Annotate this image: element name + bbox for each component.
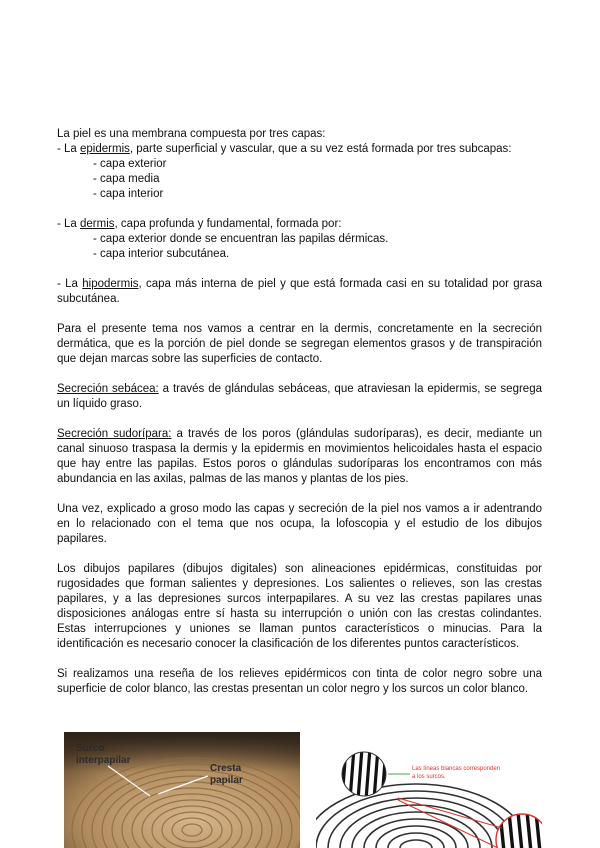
resena-paragraph: Si realizamos una reseña de los relieves epidérmicos con tinta de color negro sobre una superficie de color blanco, las crestas presentan un color negro y los surcos un color blanco. [57, 668, 542, 695]
hipodermis-prefix: - La [57, 278, 83, 290]
sebacea-paragraph [57, 382, 542, 412]
epidermis-item [57, 142, 542, 157]
sudoripara-text: a través de los poros (glándulas sudoríparas), es decir, mediante un canal sinuoso traspasa la dermis y la epidermis en movimientos helicoidales hasta el espacio que hay entre las papilas. Estos poros o glándulas sudoríparas los encontramos con más abundancia en las axilas, palmas de las manos y plantas de los pies. [57, 428, 542, 485]
sebacea-term: Secreción sebácea: [57, 383, 159, 395]
epidermis-text: , parte superficial y vascular, que a su vez está formada por tres subcapas: [129, 143, 512, 155]
label-papilar: papilar [210, 775, 243, 786]
intro-paragraph: La piel es una membrana compuesta por tres capas: [57, 128, 326, 140]
annotation-text: Las líneas blancas corresponden [412, 766, 501, 772]
fingerprint-diagram [316, 748, 542, 848]
lofoscopia-paragraph: Una vez, explicado a groso modo las capas y secreción de la piel nos vamos a ir adentrando en lo relacionado con el tema que nos ocupa, la lofoscopia y el estudio de los dibujos papilares. [57, 503, 542, 545]
hipodermis-text: , capa más interna de piel y que está formada casi en su totalidad por grasa subcutánea. [57, 278, 542, 305]
dermis-paragraph: Para el presente tema nos vamos a centrar en la dermis, concretamente en la secreción dermática, que es la porción de piel donde se segregan elementos grasos y de transpiración que dejan marcas sobre las superficies de contacto. [57, 323, 542, 365]
hipodermis-term: hipodermis [82, 278, 139, 290]
sudoripara-paragraph [57, 427, 542, 487]
dermis-item [57, 217, 542, 232]
epidermis-subitem: - capa media [93, 173, 160, 185]
epidermis-prefix: - La [57, 143, 81, 155]
fingertip-illustration [64, 732, 300, 848]
dermis-text: , capa profunda y fundamental, formada por: [114, 218, 342, 230]
sebacea-text: a través de glándulas sebáceas, que atraviesan la epidermis, se segrega un líquido graso. [57, 383, 542, 410]
label-surco: Surco [76, 743, 105, 754]
fingerprint-illustration [316, 748, 542, 848]
epidermis-subitem: - capa interior [93, 188, 164, 200]
dermis-subitem: - capa interior subcutánea. [93, 248, 230, 260]
sudoripara-term: Secreción sudorípara: [57, 428, 172, 440]
dibujos-paragraph: Los dibujos papilares (dibujos digitales) son alineaciones epidérmicas, constituidas por rugosidades que forman salientes y depresiones. Los salientes o relieves, son las crestas papilares, y a las depresiones surcos interpapilares. A su vez las crestas papilares unas disposiciones análogas entre sí hasta su interrupción o unión con las crestas colindantes. Estas interrupciones y uniones se llaman puntos característicos o minucias. Para la identificación es necesario conocer la clasificación de los diferentes puntos característicos. [57, 563, 542, 650]
dermis-term: dermis [80, 218, 115, 230]
label-cresta: Cresta [210, 763, 242, 774]
dermis-subitem: - capa exterior donde se encuentran las papilas dérmicas. [93, 233, 389, 245]
epidermis-subitem: - capa exterior [93, 158, 167, 170]
annotation-text: a los surcos. [412, 774, 446, 780]
fingertip-photo [64, 732, 300, 848]
label-interpapilar: interpapilar [76, 755, 131, 766]
document-body [57, 127, 542, 697]
hipodermis-item [57, 277, 542, 307]
dermis-prefix: - La [57, 218, 81, 230]
epidermis-term: epidermis [80, 143, 130, 155]
